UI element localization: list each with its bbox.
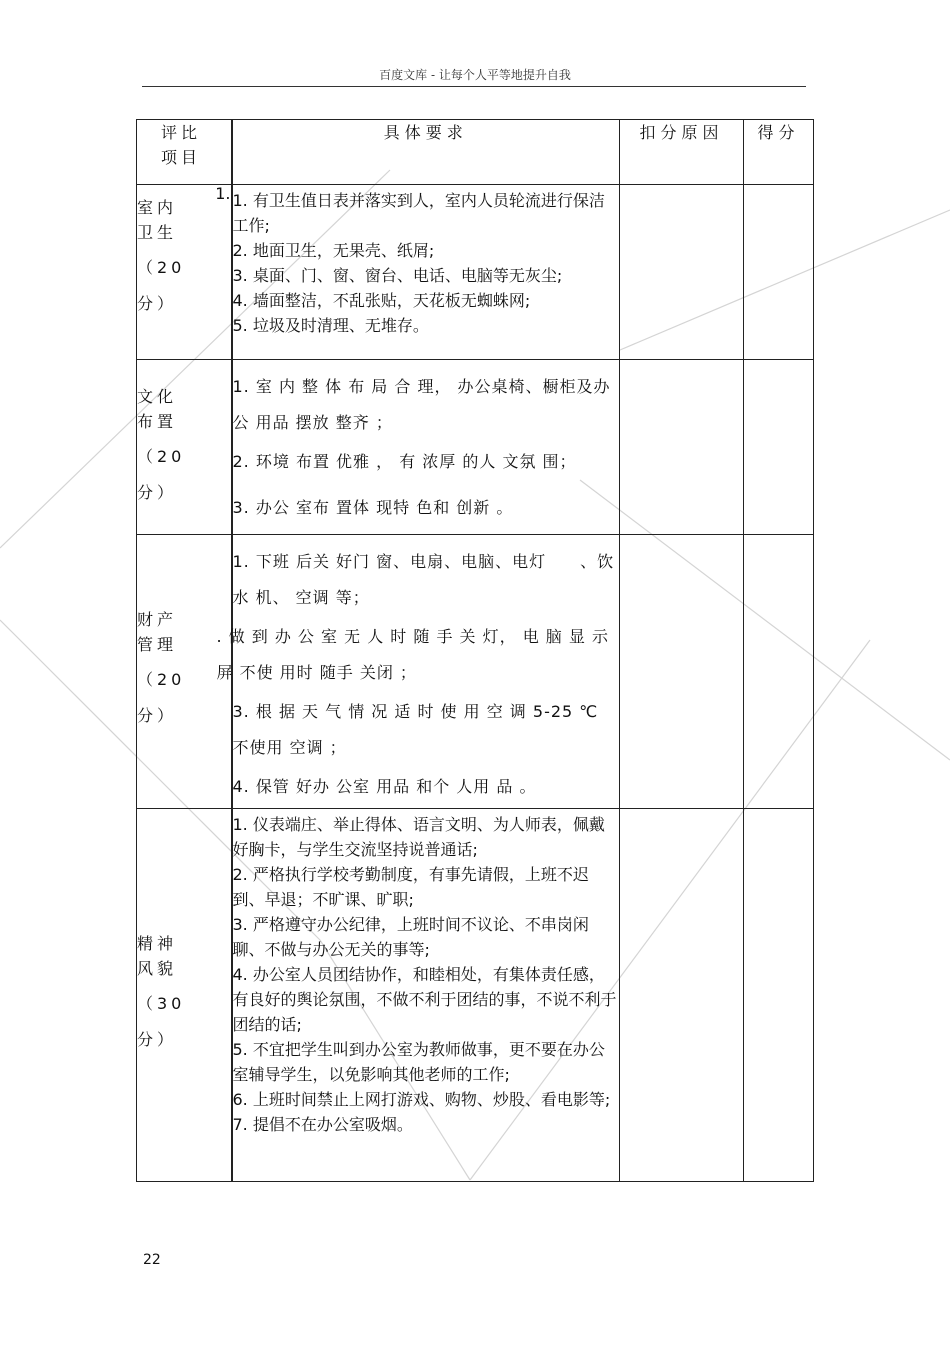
page-number: 22	[143, 1252, 161, 1268]
requirement-item: 1. 仪表端庄、举止得体、语言文明、为人师表，佩戴好胸卡，与学生交流坚持说普通话;	[232, 815, 605, 859]
requirement-item: 1. 下班 后关 好门 窗、电扇、电脑、电灯 、饮水 机、 空调 等；	[232, 552, 615, 607]
table-row	[137, 360, 814, 535]
requirements-cell	[232, 809, 620, 1182]
category-index: 1.	[215, 184, 231, 203]
table-row	[137, 535, 814, 809]
page-header: 百度文库 - 让每个人平等地提升自我	[379, 68, 571, 82]
requirement-item: 2. 严格执行学校考勤制度，有事先请假，上班不迟到、早退；不旷课、旷职;	[232, 865, 589, 909]
category-name: 室内 卫生	[137, 198, 178, 242]
score-cell	[744, 185, 814, 360]
header-score: 得分	[744, 120, 814, 185]
requirement-item: 3. 根 据 天 气 情 况 适 时 使 用 空 调 5-25 ℃ 不使用 空调 ；	[232, 702, 599, 757]
category-cell	[137, 185, 232, 360]
requirement-item: 4. 墙面整洁，不乱张贴，天花板无蜘蛛网;	[232, 291, 531, 310]
requirement-item: . 做 到 办 公 室 无 人 时 随 手 关 灯， 电 脑 显 示 屏 不使 用时 随手 关闭 ；	[216, 627, 609, 682]
requirement-item: 1. 室 内 整 体 布 局 合 理， 办公桌椅、橱柜及办公 用品 摆放 整齐 ；	[232, 377, 611, 432]
header-rule	[142, 86, 806, 87]
requirement-item: 7. 提倡不在办公室吸烟。	[232, 1115, 413, 1134]
header-requirements: 具体要求	[232, 120, 620, 185]
deduction-reason-cell	[620, 185, 744, 360]
category-cell	[137, 360, 232, 535]
requirement-item: 3. 严格遵守办公纪律，上班时间不议论、不串岗闲聊、不做与办公无关的事等;	[232, 915, 589, 959]
category-score: （20 分）	[137, 670, 186, 725]
category-name: 精神 风貌	[137, 934, 178, 978]
category-name: 文化 布置	[137, 387, 178, 431]
category-score: （30 分）	[137, 994, 186, 1049]
score-cell	[744, 535, 814, 809]
deduction-reason-cell	[620, 360, 744, 535]
category-score: （20 分）	[137, 258, 186, 313]
evaluation-table	[136, 119, 814, 1182]
requirement-item: 3. 桌面、门、窗、窗台、电话、电脑等无灰尘;	[232, 266, 563, 285]
table-row	[137, 185, 814, 360]
requirement-item: 2. 环境 布置 优雅 ， 有 浓厚 的人 文氛 围；	[232, 452, 577, 471]
requirement-item: 6. 上班时间禁止上网打游戏、购物、炒股、看电影等;	[232, 1090, 611, 1109]
requirement-item: 3. 办公 室布 置体 现特 色和 创新 。	[232, 498, 514, 517]
table-header-row	[137, 120, 814, 185]
requirement-item: 4. 保管 好办 公室 用品 和个 人用 品 。	[232, 777, 537, 796]
header-category: 评比 项目	[137, 120, 232, 185]
table-row	[137, 809, 814, 1182]
category-name: 财产 管理	[137, 610, 178, 654]
requirement-item: 4. 办公室人员团结协作，和睦相处，有集体责任感，有良好的舆论氛围，不做不利于团结的事，不说不利于团结的话;	[232, 965, 617, 1034]
category-cell	[137, 809, 232, 1182]
requirement-item: 5. 不宜把学生叫到办公室为教师做事，更不要在办公室辅导学生，以免影响其他老师的工作;	[232, 1040, 605, 1084]
category-score: （20 分）	[137, 447, 186, 502]
requirements-cell	[232, 185, 620, 360]
requirement-item: 1. 有卫生值日表并落实到人，室内人员轮流进行保洁工作;	[232, 191, 605, 235]
score-cell	[744, 809, 814, 1182]
header-deduction-reason: 扣分原因	[620, 120, 744, 185]
requirement-item: 2. 地面卫生，无果壳、纸屑;	[232, 241, 435, 260]
deduction-reason-cell	[620, 809, 744, 1182]
requirement-item: 5. 垃圾及时清理、无堆存。	[232, 316, 429, 335]
deduction-reason-cell	[620, 535, 744, 809]
requirements-cell	[232, 360, 620, 535]
requirements-cell	[216, 535, 620, 809]
score-cell	[744, 360, 814, 535]
